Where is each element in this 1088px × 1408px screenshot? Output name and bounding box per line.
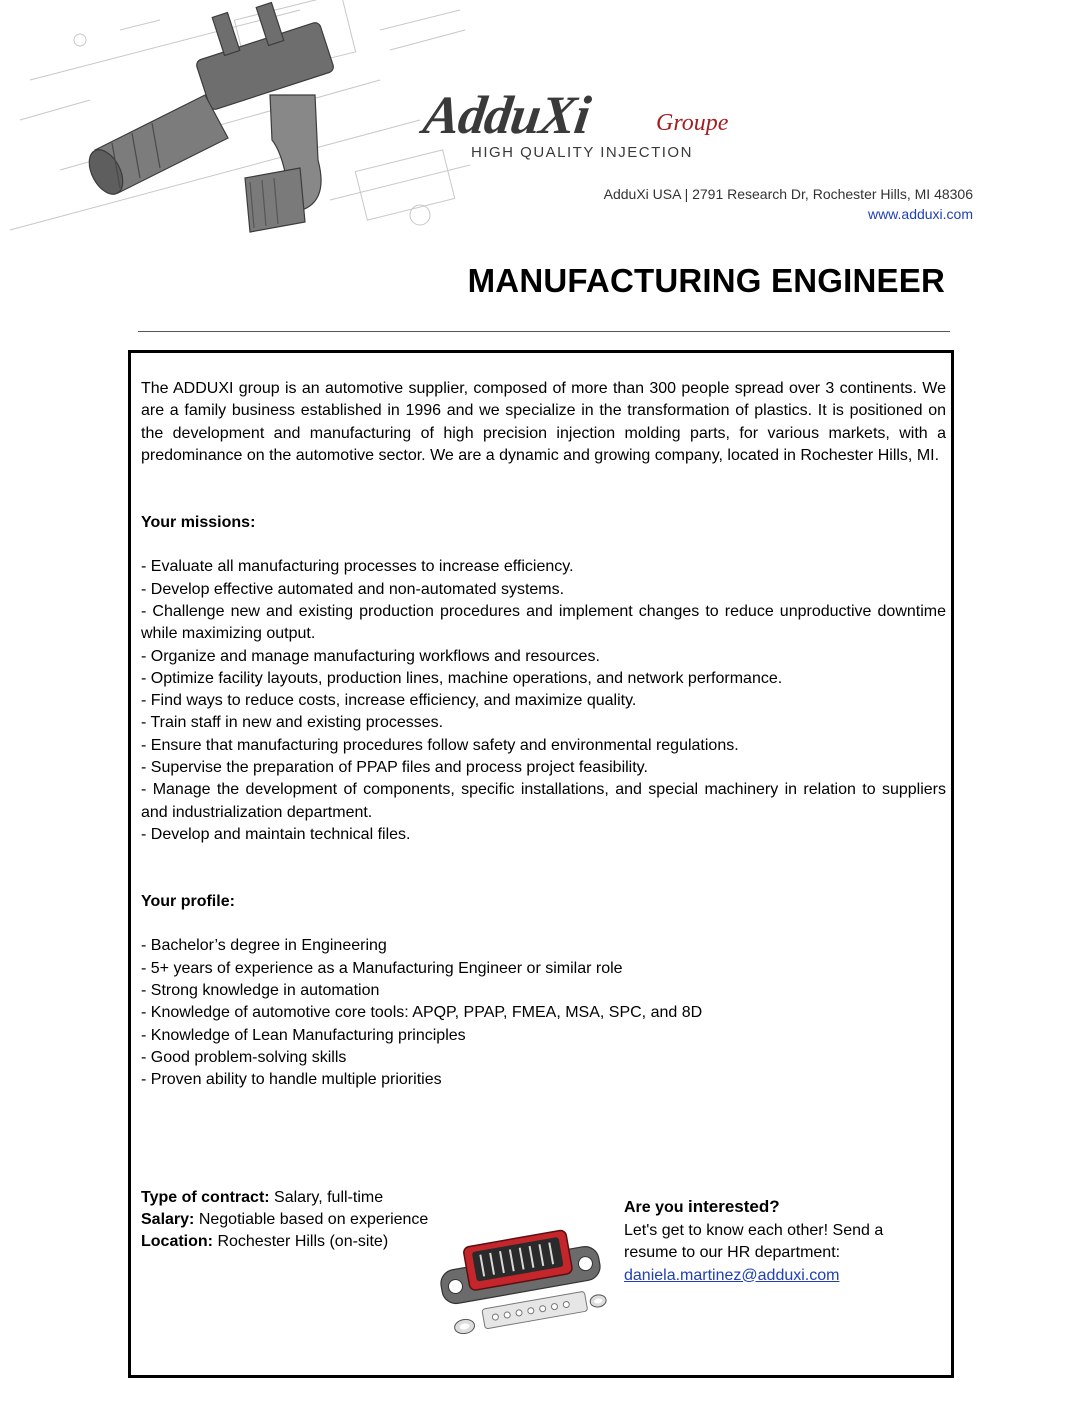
list-item: - Train staff in new and existing processes. (141, 714, 444, 732)
company-logo (419, 85, 744, 168)
company-address: AdduXi USA | 2791 Research Dr, Rochester Hills, MI 48306 (603, 186, 973, 202)
list-item: - Manage the development of components, specific installations, and special machinery in relation to suppliers and industrialization department. (141, 781, 946, 821)
list-item: - Develop effective automated and non-automated systems. (141, 580, 565, 598)
profile-heading: Your profile: (141, 892, 235, 910)
list-item: - Ensure that manufacturing procedures follow safety and environmental regulations. (141, 736, 739, 754)
list-item: - Bachelor’s degree in Engineering (141, 937, 387, 955)
list-item: - Evaluate all manufacturing processes to increase efficiency. (141, 558, 574, 576)
company-intro: The ADDUXI group is an automotive supplier, composed of more than 300 people spread over 3 continents. We are a family business established in 1996 and we specialize in the transformation of plastics. It is positioned on the development and manufacturing of high precision injection molding parts, for various markets, with a predominance on the automotive sector. We are a dynamic and growing company, located in Rochester Hills, MI. (141, 380, 946, 464)
list-item: - Find ways to reduce costs, increase efficiency, and maximize quality. (141, 692, 637, 710)
list-item: - Challenge new and existing production procedures and implement changes to reduce unproductive downtime while maximizing output. (141, 602, 946, 643)
missions-heading: Your missions: (141, 513, 256, 531)
job-description (141, 378, 946, 1092)
contract-type: Type of contract: Salary, full-time (141, 1189, 384, 1206)
list-item: - Organize and manage manufacturing workflows and resources. (141, 647, 600, 665)
profile-list (141, 935, 946, 1091)
connector-part-illustration (433, 1218, 608, 1338)
list-item: - Optimize facility layouts, production lines, machine operations, and network performance. (141, 669, 783, 687)
contract-details (141, 1187, 428, 1253)
list-item: - Supervise the preparation of PPAP files and process project feasibility. (141, 759, 648, 777)
contract-location: Location: Rochester Hills (on-site) (141, 1233, 389, 1250)
list-item: - Knowledge of automotive core tools: APQP, PPAP, FMEA, MSA, SPC, and 8D (141, 1004, 703, 1022)
cta-question: Are you interested? (624, 1197, 780, 1216)
molded-part-illustration (0, 0, 470, 236)
cta-body: Let's get to know each other! Send a resume to our HR department: (624, 1221, 884, 1261)
missions-list (141, 556, 946, 846)
list-item: - Develop and maintain technical files. (141, 825, 411, 843)
list-item: - Knowledge of Lean Manufacturing principles (141, 1026, 466, 1044)
logo-wordmark: AdduXi (419, 85, 594, 145)
list-item: - Good problem-solving skills (141, 1048, 347, 1066)
application-call-to-action (624, 1196, 924, 1287)
logo-groupe: Groupe (656, 110, 729, 136)
title-divider (138, 331, 950, 332)
hr-email-link[interactable]: daniela.martinez@adduxi.com (624, 1266, 840, 1284)
list-item: - Proven ability to handle multiple priorities (141, 1071, 442, 1089)
company-website-link[interactable]: www.adduxi.com (867, 206, 973, 222)
list-item: - 5+ years of experience as a Manufacturing Engineer or similar role (141, 959, 623, 977)
job-title: MANUFACTURING ENGINEER (467, 262, 945, 299)
contract-salary: Salary: Negotiable based on experience (141, 1211, 429, 1228)
list-item: - Strong knowledge in automation (141, 982, 380, 1000)
logo-tagline: HIGH QUALITY INJECTION (471, 144, 693, 161)
